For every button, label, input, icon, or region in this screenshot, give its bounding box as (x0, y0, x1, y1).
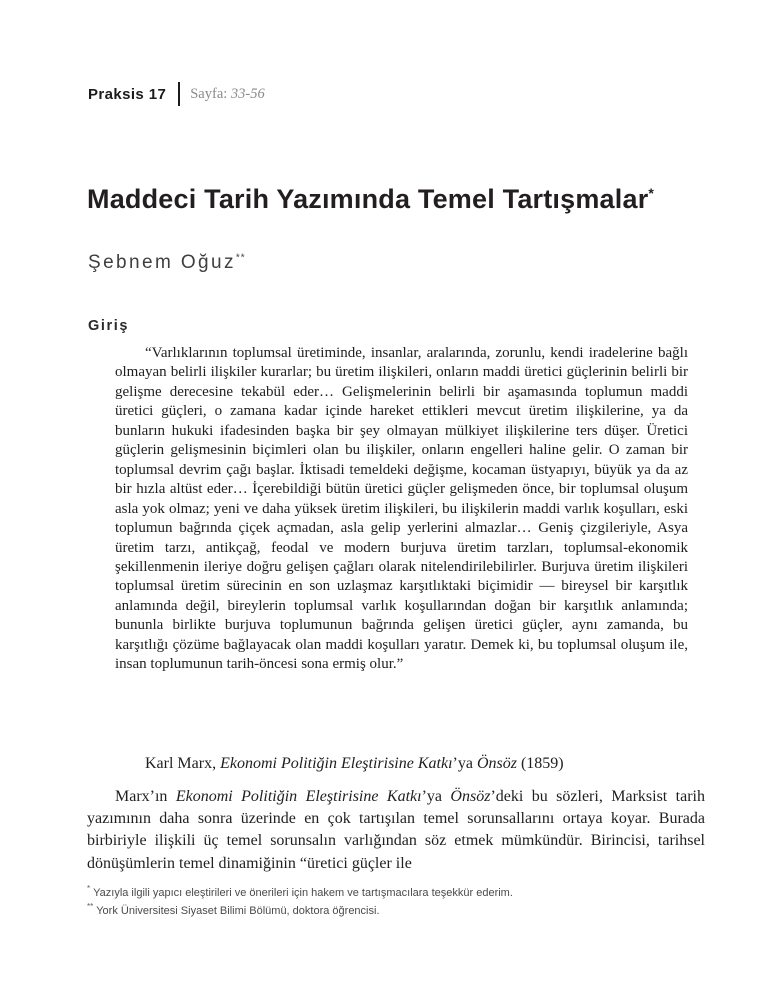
author-name (88, 252, 246, 274)
body-work-title: Ekonomi Politiğin Eleştirisine Katkı (175, 788, 422, 805)
footnote-marker: * (87, 884, 91, 894)
body-paragraph (87, 786, 705, 875)
attribution-work-title: Ekonomi Politiğin Eleştirisine Katkı (220, 755, 453, 772)
page-numbers: 33-56 (230, 85, 265, 102)
page-label: Sayfa: (190, 85, 231, 102)
attribution-suffix: ’ya (452, 755, 477, 772)
attribution-prefix: Karl Marx, (145, 755, 221, 772)
section-heading: Giriş (88, 318, 130, 334)
footnote (87, 902, 707, 920)
footnote-marker: ** (87, 902, 94, 912)
page-range (190, 86, 265, 103)
body-segment: ’ya (421, 788, 451, 805)
quote-attribution (115, 755, 688, 773)
footnote-text: York Üniversitesi Siyaset Bilimi Bölümü, doktora öğrencisi. (96, 905, 380, 917)
title-footnote-marker: * (648, 185, 655, 201)
footnote (87, 884, 707, 902)
body-preface-title: Önsöz (450, 788, 491, 805)
header-divider (178, 82, 180, 106)
marx-quote: “Varlıklarının toplumsal üretiminde, insanlar, aralarında, zorunlu, kendi iradelerine bağlı olmayan belirli ilişkiler kurarlar; bu üretim ilişkileri, onların maddi üretici güçlerinin belirli bir gelişme derecesine tekabül eder… Gelişmelerinin belirli bir aşamasında toplumun maddi üretici güçleri, o zamana kadar içinde hareket ettikleri mevcut üretim ilişkilerine, ya da bunların hukuki ifadesinden başka bir şey olmayan mülkiyet ilişkilerine ters düşer. Üretici güçlerin gelişmesinin biçimleri olan bu ilişkiler, onların engelleri haline gelir. O zaman bir toplumsal devrim çağı başlar. İktisadi temeldeki değişme, kocaman üstyapıyı, büyük ya da az bir hızla altüst eder… İçerebildiği bütün üretici güçler gelişmeden önce, bir toplumsal oluşum asla yok olmaz; yeni ve daha yüksek üretim ilişkileri, bu ilişkilerin maddi varlık koşulları, eski toplumun bağrında çiçek açmadan, asla gelip yerlerini almazlar… Geniş çizgileriyle, Asya üretim tarzı, antikçağ, feodal ve modern burjuva üretim tarzları, toplumsal-ekonomik şekillenmenin ileriye doğru gelişen çağları olarak nitelendirilebilirler. Burjuva üretim ilişkileri toplumsal üretim sürecinin en son uzlaşmaz karşıtlıktaki biçimidir — bireysel bir karşıtlık anlamında değil, bireylerin toplumsal varlık koşullarından doğan bir karşıtlık anlamında; bununla birlikte burjuva toplumunun bağrında gelişen üretici güçler, aynı zamanda, bu karşıtlığı çözüme bağlayacak olan maddi koşulları yaratır. Demek ki, bu toplumsal oluşum ile, insan toplumunun tarih-öncesi sona ermiş olur.” (115, 345, 688, 673)
footnotes (87, 884, 707, 920)
attribution-preface-title: Önsöz (476, 755, 517, 772)
attribution-year: (1859) (516, 755, 564, 772)
journal-name: Praksis 17 (88, 85, 167, 103)
footnote-text: Yazıyla ilgili yapıcı eleştirileri ve önerileri için hakem ve tartışmacılara teşekkür ederim. (93, 887, 513, 899)
article-title (87, 184, 727, 215)
article-title-text: Maddeci Tarih Yazımında Temel Tartışmalar (87, 184, 649, 214)
author-footnote-marker: ** (235, 252, 246, 264)
body-segment: Marx’ın (115, 788, 176, 805)
running-header (88, 82, 265, 106)
body-segment: ’deki bu sözleri, Marksist tarih yazımının daha sonra üzerinde en çok tartışılan temel sorunsallarını ortaya koyar. Burada birbiriyle ilişkili üç temel sorunsalın varlığından söz etmek mümkündür. Birincisi, tarihsel dönüşümlerin temel dinamiğinin “üretici güçler ile (87, 788, 705, 872)
author-name-text: Şebnem Oğuz (88, 252, 236, 273)
